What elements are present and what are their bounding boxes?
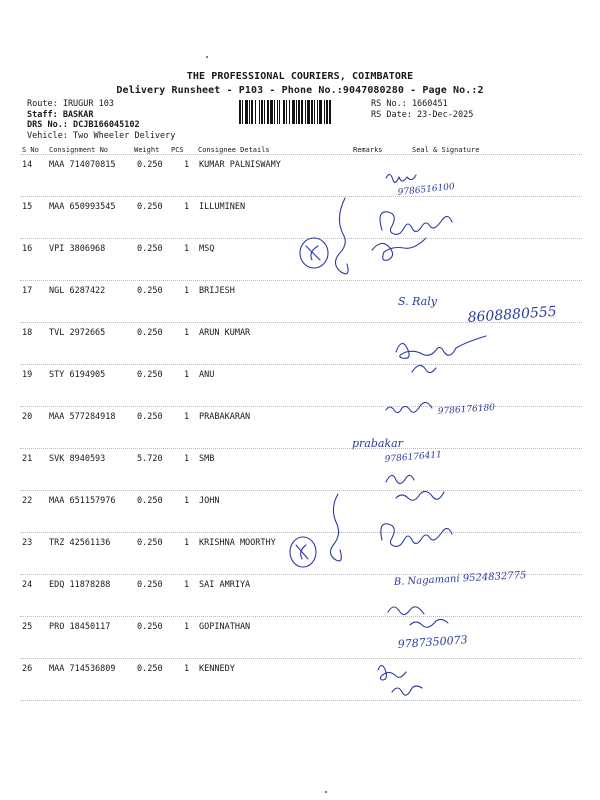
row-consignee: PRABAKARAN: [199, 412, 251, 422]
barcode-bar: [311, 100, 313, 124]
row-divider: [20, 196, 582, 197]
route: Route: IRUGUR 103: [27, 99, 114, 109]
row-sno: 25: [22, 622, 33, 632]
circled-mark-row16: [300, 238, 328, 268]
row-divider: [20, 700, 582, 701]
row-consignee: SAI AMRIYA: [199, 580, 251, 590]
row-pcs: 1: [184, 412, 190, 422]
barcode-bar: [239, 100, 241, 124]
row-weight: 0.250: [137, 496, 163, 506]
barcode-bar: [326, 100, 328, 124]
barcode-bar: [279, 100, 280, 124]
signature-row20: [386, 402, 432, 412]
barcode-bar: [296, 100, 297, 124]
row-consignee: ILLUMINEN: [199, 202, 246, 212]
handwritten-phone-row19: 9786176180: [437, 403, 496, 417]
row-divider: [20, 448, 582, 449]
handwritten-phone-row21: 9786176411: [384, 450, 443, 465]
row-sno: 21: [22, 454, 33, 464]
barcode-bar: [261, 100, 263, 124]
row-divider: [20, 532, 582, 533]
handwritten-phone-row25: 9787350073: [397, 633, 469, 651]
row-sno: 15: [22, 202, 33, 212]
col-remarks: Remarks: [353, 146, 383, 154]
row-weight: 0.250: [137, 202, 163, 212]
scan-speck: [325, 791, 327, 793]
row-weight: 0.250: [137, 580, 163, 590]
rs-number: RS No.: 1660451: [371, 99, 448, 109]
bracket-mark-row22-23: [330, 494, 341, 561]
barcode-bar: [289, 100, 290, 124]
row-divider: [20, 154, 582, 155]
signature-row25: [388, 607, 448, 627]
row-weight: 0.250: [137, 160, 163, 170]
row-consignment-no: MAA 714070815: [49, 160, 116, 170]
barcode-bar: [305, 100, 306, 124]
barcode-bar: [255, 100, 256, 124]
col-consignment: Consignment No: [49, 146, 109, 154]
row-consignee: BRIJESH: [199, 286, 235, 296]
row-consignee: ARUN KUMAR: [199, 328, 251, 338]
row-pcs: 1: [184, 496, 190, 506]
row-sno: 17: [22, 286, 33, 296]
row-sno: 16: [22, 244, 33, 254]
row-consignment-no: MAA 650993545: [49, 202, 116, 212]
signature-row22: [386, 475, 444, 500]
row-divider: [20, 574, 582, 575]
row-consignment-no: VPI 3806968: [49, 244, 106, 254]
row-divider: [20, 406, 582, 407]
barcode-bar: [264, 100, 265, 124]
barcode-bar: [249, 100, 250, 124]
barcode-bar: [298, 100, 300, 124]
row-consignee: KENNEDY: [199, 664, 235, 674]
row-sno: 14: [22, 160, 33, 170]
row-weight: 0.250: [137, 286, 163, 296]
barcode-bar: [286, 100, 287, 124]
signature-row14: [386, 174, 416, 182]
row-weight: 0.250: [137, 664, 163, 674]
col-weight: Weight: [134, 146, 160, 154]
row-pcs: 1: [184, 370, 190, 380]
barcode-bar: [267, 100, 269, 124]
row-pcs: 1: [184, 244, 190, 254]
col-consignee: Consignee Details: [198, 146, 270, 154]
row-divider: [20, 322, 582, 323]
row-divider: [20, 616, 582, 617]
barcode-bar: [277, 100, 278, 124]
row-pcs: 1: [184, 202, 190, 212]
row-consignment-no: EDQ 11878288: [49, 580, 111, 590]
barcode-bar: [317, 100, 318, 124]
handwritten-phone-row14: 9786516100: [397, 182, 456, 198]
barcode-bar: [314, 100, 315, 124]
barcode-bar: [274, 100, 275, 124]
row-consignee: JOHN: [199, 496, 220, 506]
row-consignment-no: SVK 8940593: [49, 454, 106, 464]
row-consignee: KRISHNA MOORTHY: [199, 538, 276, 548]
handwritten-phone-row17: 8608880555: [467, 303, 558, 326]
handwritten-name-row17: S. Raly: [398, 295, 437, 308]
circled-mark-row23: [290, 537, 316, 567]
row-consignee: SMB: [199, 454, 215, 464]
row-divider: [20, 658, 582, 659]
row-pcs: 1: [184, 328, 190, 338]
handwritten-name-row21: prabakar: [352, 437, 403, 450]
row-consignee: GOPINATHAN: [199, 622, 251, 632]
signature-row15: [380, 212, 452, 235]
row-consignment-no: MAA 714536809: [49, 664, 116, 674]
runsheet-title: Delivery Runsheet - P103 - Phone No.:9047080280 - Page No.:2: [116, 85, 484, 96]
signature-row23: [381, 524, 452, 547]
row-sno: 23: [22, 538, 33, 548]
col-sno: S No: [22, 146, 39, 154]
signature-row16: [372, 238, 426, 260]
row-divider: [20, 280, 582, 281]
row-weight: 0.250: [137, 370, 163, 380]
barcode-bar: [245, 100, 248, 124]
staff: Staff: BASKAR: [27, 109, 94, 120]
row-sno: 18: [22, 328, 33, 338]
row-pcs: 1: [184, 286, 190, 296]
scan-speck: [206, 56, 208, 58]
row-sno: 26: [22, 664, 33, 674]
barcode-bar: [259, 100, 260, 124]
barcode-bar: [270, 100, 273, 124]
row-consignee: MSQ: [199, 244, 215, 254]
row-pcs: 1: [184, 538, 190, 548]
row-consignee: ANU: [199, 370, 215, 380]
company-title: THE PROFESSIONAL COURIERS, COIMBATORE: [186, 71, 414, 82]
col-seal-signature: Seal & Signature: [412, 146, 480, 154]
barcode-bar: [292, 100, 295, 124]
handwritten-row24: B. Nagamani 9524832775: [393, 570, 527, 588]
row-pcs: 1: [184, 160, 190, 170]
row-divider: [20, 238, 582, 239]
signature-row18: [396, 336, 486, 373]
header-right-info: [371, 99, 473, 120]
barcode-bar: [324, 100, 325, 124]
barcode: [239, 100, 368, 124]
row-pcs: 1: [184, 622, 190, 632]
header-left-info: [27, 99, 175, 141]
barcode-bar: [301, 100, 303, 124]
barcode-bar: [283, 100, 285, 124]
row-consignment-no: TVL 2972665: [49, 328, 106, 338]
row-consignment-no: PRO 18450117: [49, 622, 111, 632]
row-weight: 5.720: [137, 454, 163, 464]
row-pcs: 1: [184, 664, 190, 674]
barcode-bar: [319, 100, 322, 124]
row-consignment-no: TRZ 42561136: [49, 538, 111, 548]
vehicle: Vehicle: Two Wheeler Delivery: [27, 130, 176, 141]
rs-date: RS Date: 23-Dec-2025: [371, 109, 474, 120]
row-sno: 22: [22, 496, 33, 506]
row-divider: [20, 364, 582, 365]
row-pcs: 1: [184, 580, 190, 590]
row-divider: [20, 490, 582, 491]
row-weight: 0.250: [137, 244, 163, 254]
row-weight: 0.250: [137, 328, 163, 338]
row-sno: 20: [22, 412, 33, 422]
row-consignment-no: NGL 6287422: [49, 286, 106, 296]
row-sno: 19: [22, 370, 33, 380]
row-weight: 0.250: [137, 412, 163, 422]
row-consignment-no: MAA 651157976: [49, 496, 116, 506]
col-pcs: PCS: [171, 146, 184, 154]
drs-number: DRS No.: DCJB166045102: [27, 120, 140, 130]
row-weight: 0.250: [137, 622, 163, 632]
row-pcs: 1: [184, 454, 190, 464]
row-consignee: KUMAR PALNISWAMY: [199, 160, 281, 170]
barcode-bar: [242, 100, 243, 124]
row-weight: 0.250: [137, 538, 163, 548]
bracket-mark-rows15-16: [335, 198, 348, 274]
signature-row26: [378, 665, 422, 695]
row-consignment-no: STY 6194905: [49, 370, 106, 380]
barcode-bar: [329, 100, 331, 124]
barcode-bar: [251, 100, 253, 124]
row-sno: 24: [22, 580, 33, 590]
barcode-bar: [307, 100, 310, 124]
row-consignment-no: MAA 577284918: [49, 412, 116, 422]
